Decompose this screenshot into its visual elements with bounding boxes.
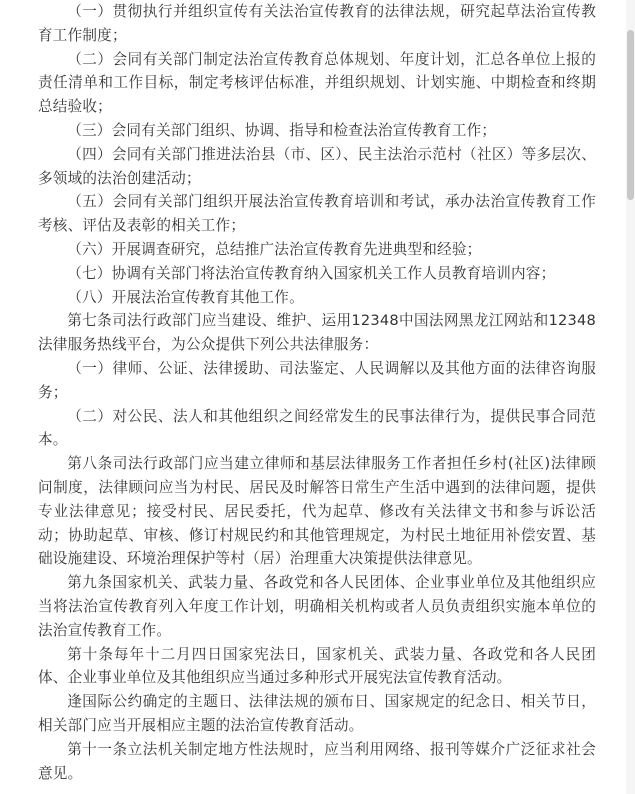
paragraph-article-9: 第九条国家机关、武装力量、各政党和各人民团体、企业事业单位及其他组织应当将法治宣传教育列入年度工作计划，明确相关机构或者人员负责组织实施本单位的法治宣传教育工作。 bbox=[38, 574, 596, 639]
paragraph-3: （三）会同有关部门组织、协调、指导和检查法治宣传教育工作； bbox=[67, 121, 497, 139]
paragraph-article-10: 第十条每年十二月四日国家宪法日，国家机关、武装力量、各政党和各人民团体、企业事业单位及其他组织应当通过多种形式开展宪法宣传教育活动。 bbox=[38, 645, 596, 687]
paragraph-1: （一）贯彻执行并组织宣传有关法治宣传教育的法律法规，研究起草法治宣传教育工作制度； bbox=[38, 3, 596, 44]
paragraph-11: （二）对公民、法人和其他组织之间经常发生的民事法律行为，提供民事合同范本。 bbox=[38, 407, 596, 449]
paragraph-10: （一）律师、公证、法律援助、司法鉴定、人民调解以及其他方面的法律咨询服务； bbox=[38, 359, 596, 401]
paragraph-8: （八）开展法治宣传教育其他工作。 bbox=[67, 288, 304, 306]
scrollbar-thumb[interactable] bbox=[627, 30, 634, 200]
vertical-scrollbar[interactable] bbox=[626, 0, 635, 794]
document-body bbox=[38, 0, 596, 785]
paragraph-article-7: 第七条司法行政部门应当建设、维护、运用12348中国法网黑龙江网站和12348法律服务热线平台，为公众提供下列公共法律服务： bbox=[38, 312, 596, 354]
paragraph-6: （六）开展调查研究，总结推广法治宣传教育先进典型和经验； bbox=[67, 240, 482, 258]
paragraph-5: （五）会同有关部门组织开展法治宣传教育培训和考试，承办法治宣传教育工作考核、评估及表彰的相关工作； bbox=[38, 193, 596, 235]
paragraph-15: 逢国际公约确定的主题日、法律法规的颁布日、国家规定的纪念日、相关节日，相关部门应当开展相应主题的法治宣传教育活动。 bbox=[38, 693, 596, 734]
paragraph-2: （二）会同有关部门制定法治宣传教育总体规划、年度计划，汇总各单位上报的责任清单和工作目标，制定考核评估标准，并组织规划、计划实施、中期检查和终期总结验收； bbox=[38, 50, 596, 116]
paragraph-article-8: 第八条司法行政部门应当建立律师和基层法律服务工作者担任乡村(社区)法律顾问制度，法律顾问应当为村民、居民及时解答日常生产生活中遇到的法律问题，提供专业法律意见；接受村民、居民委托，代为起草、修改有关法律文书和参与诉讼活动；协助起草、审核、修订村规民约和其他管理规定，为村民土地征用补偿安置、基础设施建设、环境治理保护等村（居）治理重大决策提供法律意见。 bbox=[38, 455, 596, 568]
paragraph-4: （四）会同有关部门推进法治县（市、区）、民主法治示范村（社区）等多层次、多领域的法治创建活动； bbox=[38, 145, 596, 187]
paragraph-article-11: 第十一条立法机关制定地方性法规时，应当利用网络、报刊等媒介广泛征求社会意见。 bbox=[38, 740, 596, 782]
paragraph-7: （七）协调有关部门将法治宣传教育纳入国家机关工作人员教育培训内容； bbox=[67, 264, 556, 282]
